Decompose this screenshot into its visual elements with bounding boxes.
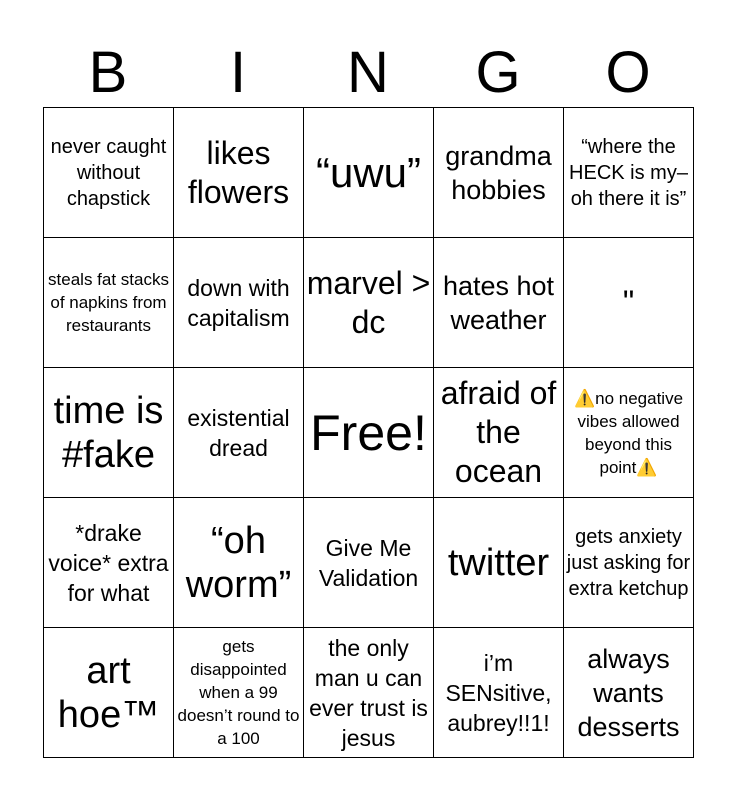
bingo-cell[interactable] <box>44 628 174 758</box>
bingo-cell[interactable] <box>174 628 304 758</box>
cell-text: Give Me Validation <box>318 534 419 591</box>
cell-text: art hoe™ <box>57 649 160 736</box>
bingo-cell[interactable] <box>434 368 564 498</box>
header-letter-i: I <box>229 40 247 105</box>
cell-text: down with capitalism <box>187 274 290 331</box>
bingo-cell[interactable] <box>434 498 564 628</box>
cell-text: “uwu” <box>315 148 422 196</box>
cell-text: never caught without chapstick <box>50 135 167 210</box>
bingo-cell[interactable] <box>564 238 694 368</box>
cell-text: " <box>622 284 635 320</box>
bingo-cell[interactable] <box>304 108 434 238</box>
bingo-cell[interactable] <box>304 628 434 758</box>
header-letter-b: B <box>88 40 128 105</box>
cell-text: “where the HECK is my– oh there it is” <box>569 135 688 210</box>
cell-text: likes flowers <box>187 134 290 210</box>
bingo-cell[interactable] <box>44 368 174 498</box>
bingo-cell[interactable] <box>174 368 304 498</box>
free-space-text: Free! <box>310 404 427 461</box>
header-letter-g: G <box>475 40 521 105</box>
cell-text: steals fat stacks of napkins from restaurants <box>48 270 169 335</box>
header-letter-o: O <box>605 40 651 105</box>
bingo-cell[interactable] <box>434 108 564 238</box>
bingo-board <box>43 107 694 758</box>
cell-text: “oh worm” <box>185 519 292 606</box>
cell-text: gets disappointed when a 99 doesn’t round to a 100 <box>177 637 300 748</box>
bingo-cell[interactable] <box>44 108 174 238</box>
bingo-cell[interactable] <box>304 238 434 368</box>
cell-text: afraid of the ocean <box>440 375 557 489</box>
cell-text: time is #fake <box>53 389 164 476</box>
bingo-cell[interactable] <box>434 628 564 758</box>
bingo-cell[interactable] <box>304 498 434 628</box>
cell-text: *drake voice* extra for what <box>48 519 169 606</box>
cell-text: twitter <box>447 541 550 584</box>
bingo-cell[interactable] <box>174 108 304 238</box>
bingo-cell[interactable] <box>564 628 694 758</box>
cell-text: hates hot weather <box>442 270 555 335</box>
bingo-cell[interactable] <box>304 368 434 498</box>
cell-text: always wants desserts <box>577 643 680 742</box>
bingo-cell[interactable] <box>44 498 174 628</box>
bingo-cell[interactable] <box>44 238 174 368</box>
cell-text: i’m SENsitive, aubrey!!1! <box>445 649 552 736</box>
cell-text: existential dread <box>187 404 290 461</box>
bingo-header <box>43 40 693 106</box>
bingo-cell[interactable] <box>564 108 694 238</box>
cell-text: the only man u can ever trust is jesus <box>309 634 428 751</box>
cell-text: ⚠️no negative vibes allowed beyond this point⚠️ <box>573 388 684 477</box>
bingo-cell[interactable] <box>174 238 304 368</box>
cell-text: marvel > dc <box>306 264 431 340</box>
bingo-cell[interactable] <box>564 368 694 498</box>
header-letter-n: N <box>347 40 389 105</box>
bingo-cell[interactable] <box>174 498 304 628</box>
cell-text: gets anxiety just asking for extra ketchup <box>566 525 691 600</box>
bingo-cell[interactable] <box>434 238 564 368</box>
bingo-cell[interactable] <box>564 498 694 628</box>
cell-text: grandma hobbies <box>445 140 552 205</box>
